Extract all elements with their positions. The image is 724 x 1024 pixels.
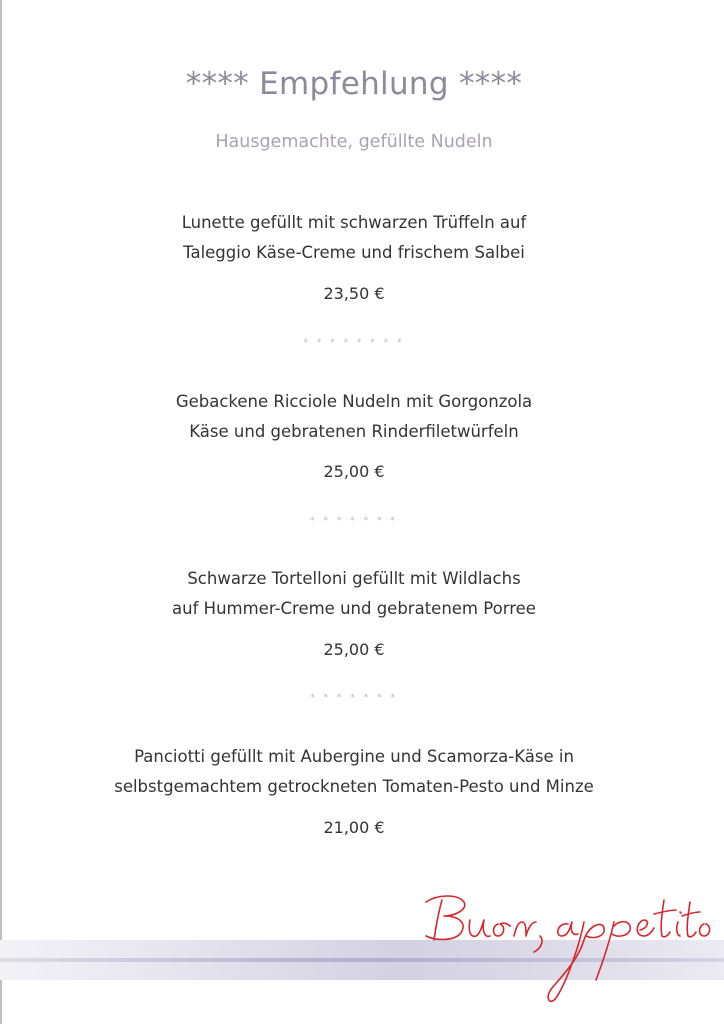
dish-4-description [0,742,708,802]
separator-2: * * * * * * * [310,516,398,526]
dish-3-description [0,564,708,624]
dish-1-description [0,208,708,268]
dish-4-line-2: selbstgemachtem getrockneten Tomaten-Pesto und Minze [114,777,594,796]
menu-title: **** Empfehlung **** [185,66,523,102]
signature-text: Buon appetito [564,1006,572,1007]
dish-3-line-2: auf Hummer-Creme und gebratenem Porree [172,599,536,618]
dish-4-price: 21,00 € [323,818,385,837]
dish-2-description [0,387,708,447]
dish-1-line-1: Lunette gefüllt mit schwarzen Trüffeln auf [181,213,527,232]
separator-1: * * * * * * * * [303,338,405,348]
dish-3-price: 25,00 € [323,640,385,659]
dish-1-line-2: Taleggio Käse-Creme und frischem Salbei [183,243,525,262]
dish-2-price: 25,00 € [323,462,385,481]
page-edge [0,0,2,1024]
menu-subtitle: Hausgemachte, gefüllte Nudeln [215,132,493,152]
buon-appetito-signature [418,880,718,1010]
dish-4-line-1: Panciotti gefüllt mit Aubergine und Scamorza-Käse in [134,747,574,766]
dish-2-line-1: Gebackene Ricciole Nudeln mit Gorgonzola [175,392,533,411]
dish-3-line-1: Schwarze Tortelloni gefüllt mit Wildlachs [187,569,521,588]
dish-2-line-2: Käse und gebratenen Rinderfiletwürfeln [189,422,519,441]
dish-1-price: 23,50 € [323,284,385,303]
separator-3: * * * * * * * [310,693,398,703]
